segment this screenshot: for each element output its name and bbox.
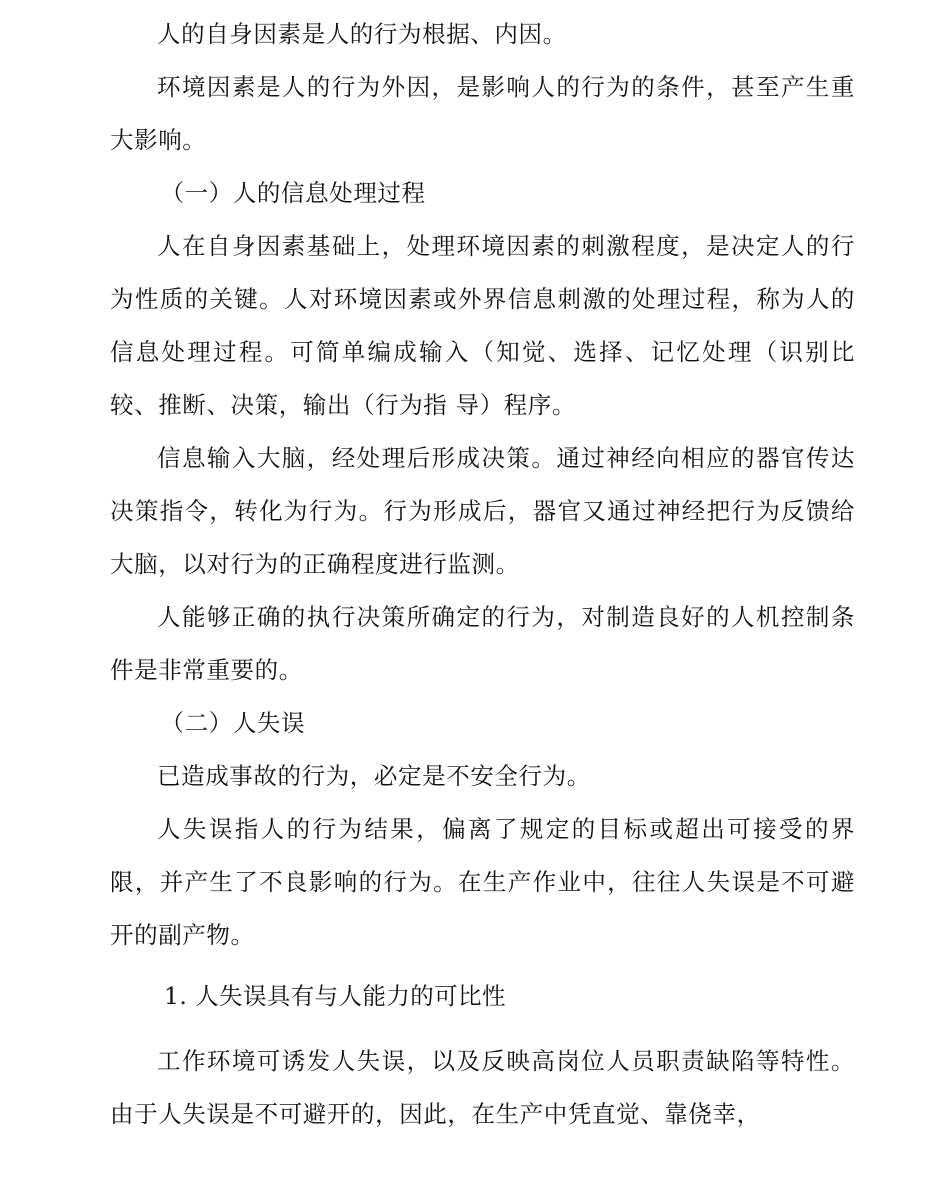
- paragraph-human-error-definition: 人失误指人的行为结果，偏离了规定的目标或超出可接受的界限，并产生了不良影响的行为。在生产作业中，往往人失误是不可避开的副产物。: [110, 815, 855, 949]
- section-heading-human-error: （二）人失误: [160, 709, 306, 737]
- paragraph-work-environment: 工作环境可诱发人失误，以及反映高岗位人员职责缺陷等特性。由于人失误是不可避开的，因此，在生产中凭直觉、靠侥幸，: [110, 1047, 855, 1128]
- paragraph-unsafe-behavior: 已造成事故的行为，必定是不安全行为。: [157, 762, 591, 790]
- paragraph-correct-execution: 人能够正确的执行决策所确定的行为，对制造良好的人机控制条件是非常重要的。: [110, 603, 855, 684]
- paragraph-brain-decision: 信息输入大脑，经处理后形成决策。通过神经向相应的器官传达决策指令，转化为行为。行为形成后，器官又通过神经把行为反馈给大脑，以对行为的正确程度进行监测。: [110, 444, 855, 578]
- subsection-heading-comparability: 1. 人失误具有与人能力的可比性: [164, 982, 506, 1010]
- section-heading-info-processing: （一）人的信息处理过程: [160, 179, 426, 207]
- paragraph-environment-factors: 环境因素是人的行为外因，是影响人的行为的条件，甚至产生重大影响。: [110, 73, 855, 154]
- paragraph-info-processing-definition: 人在自身因素基础上，处理环境因素的刺激程度，是决定人的行为性质的关键。人对环境因素或外界信息刺激的处理过程，称为人的信息处理过程。可简单编成输入（知觉、选择、记忆处理（识别比较、推断、决策，输出（行为指 导）程序。: [110, 232, 855, 419]
- paragraph-self-factors: 人的自身因素是人的行为根据、内因。: [157, 20, 567, 48]
- document-page: [110, 0, 855, 1141]
